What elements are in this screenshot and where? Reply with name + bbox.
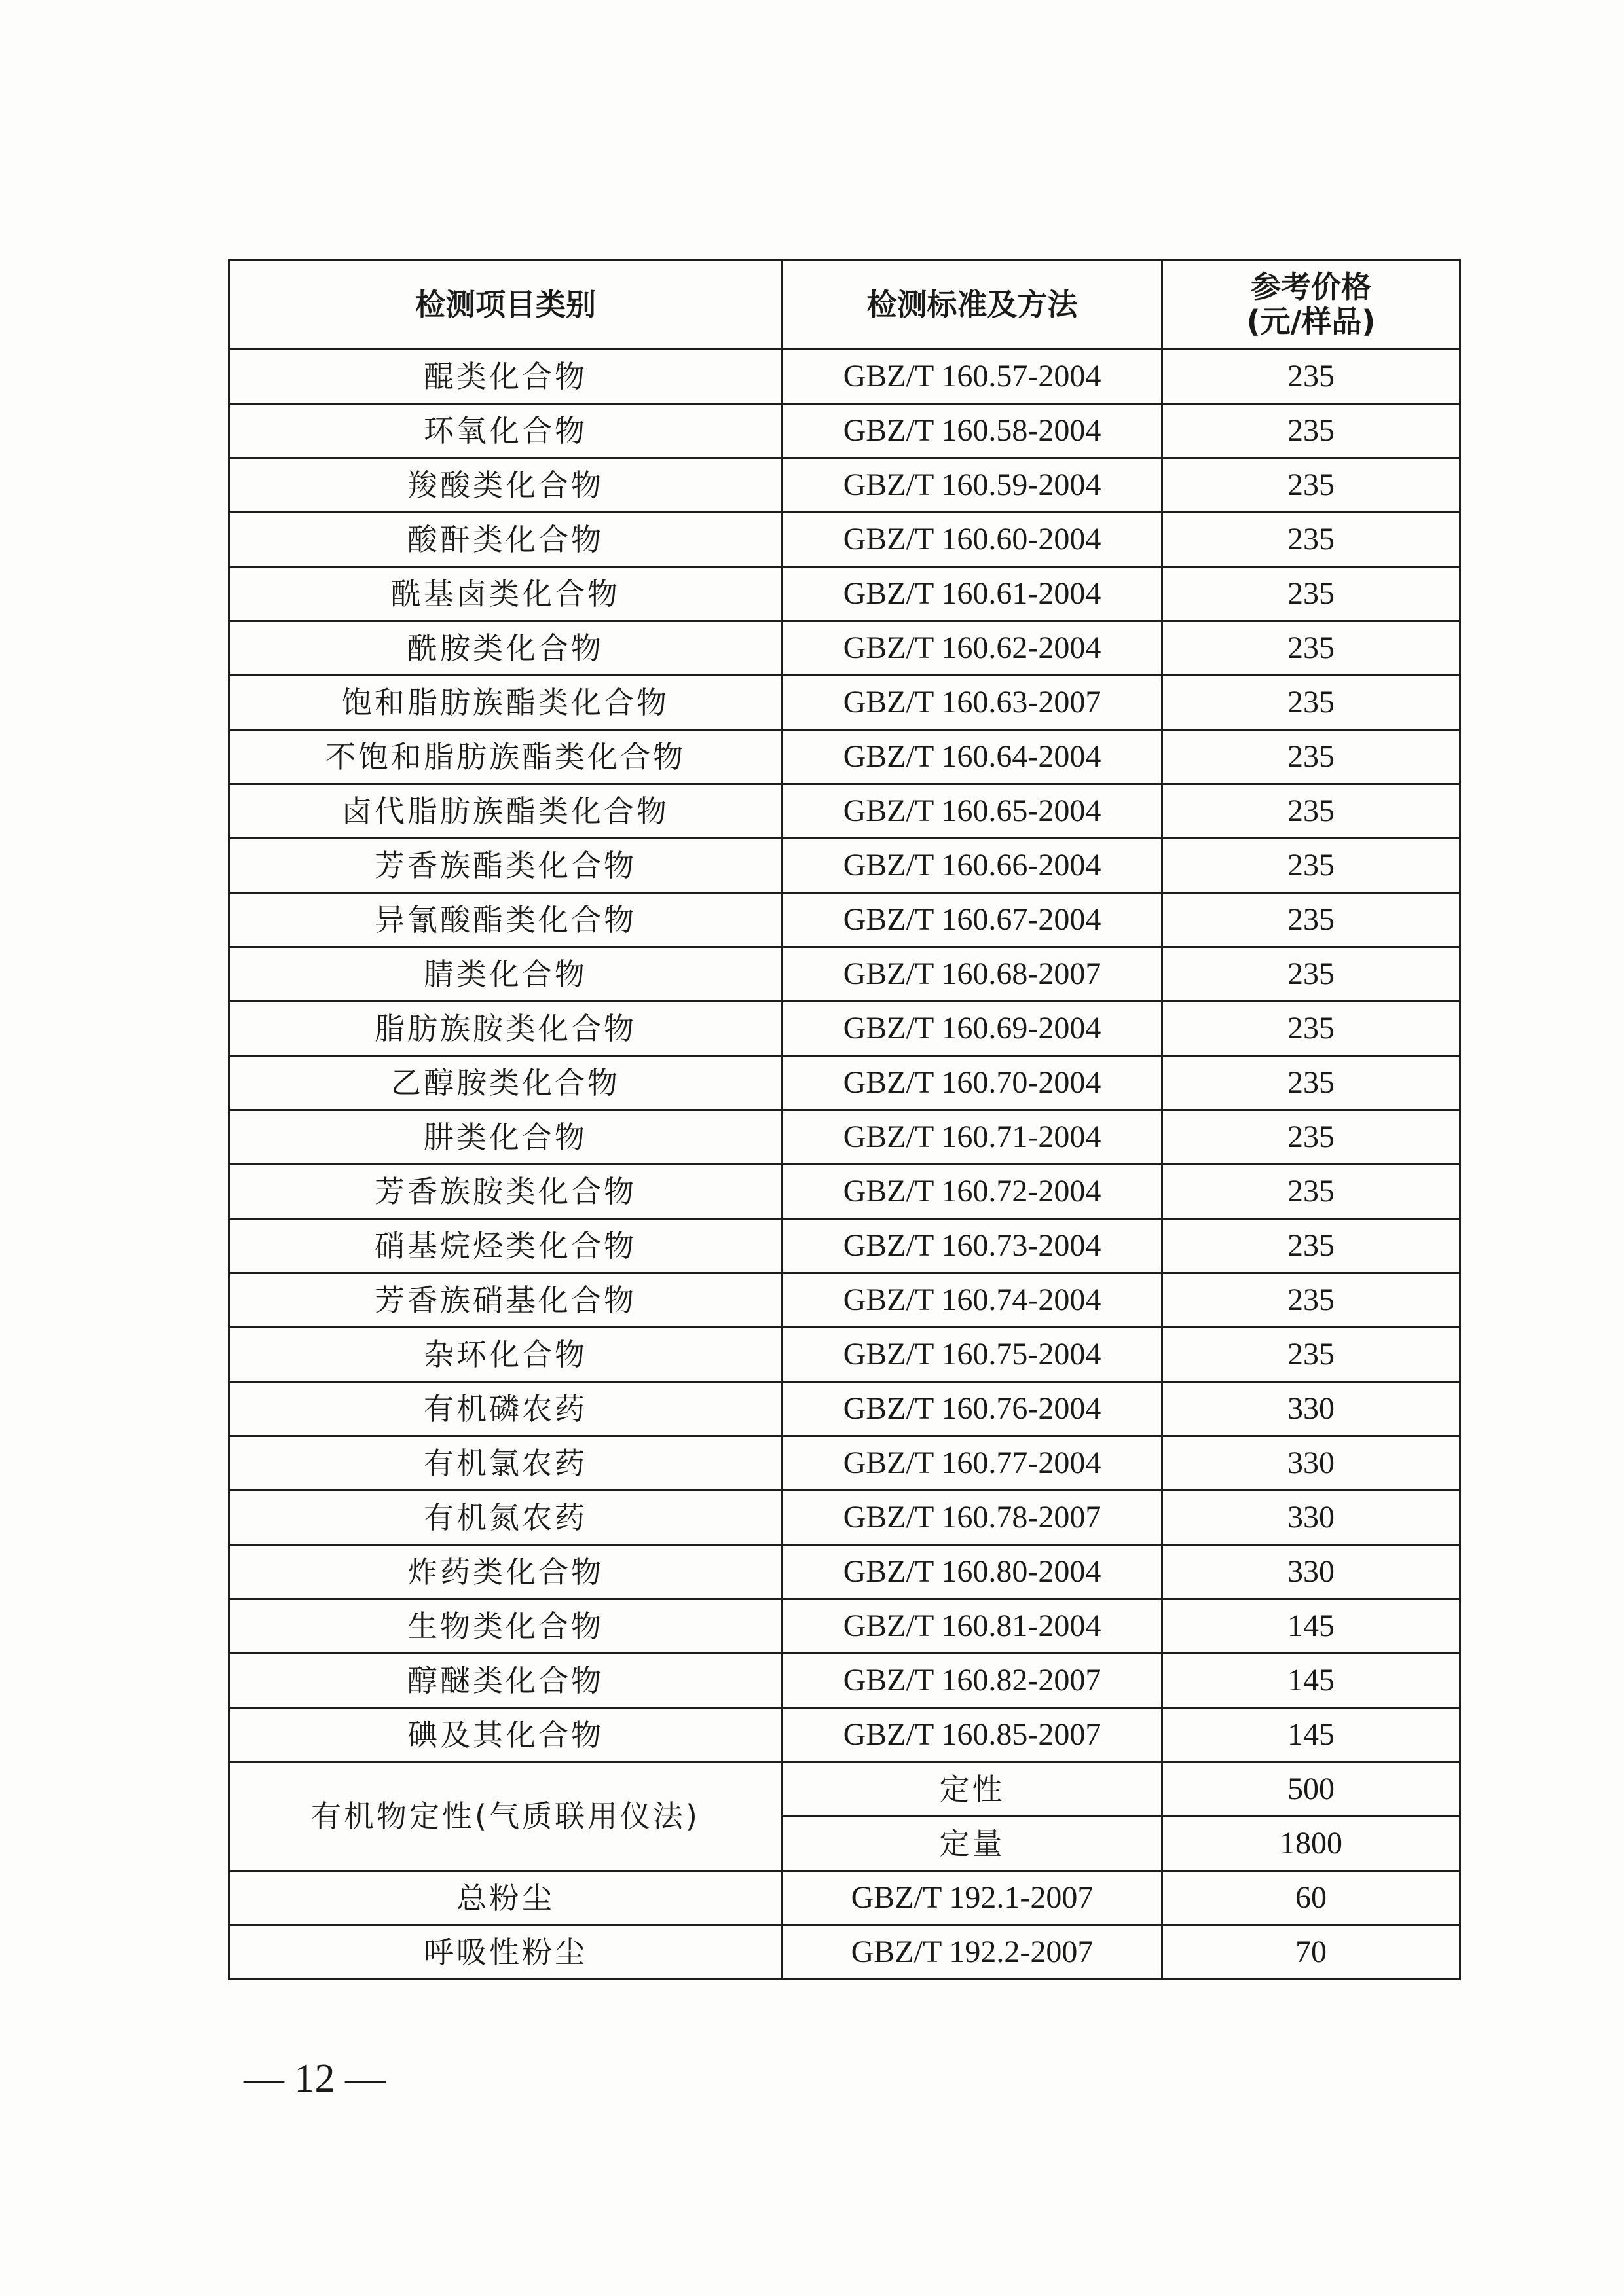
price-table	[228, 259, 1461, 1980]
row-category: 酰基卤类化合物	[229, 567, 783, 621]
row-category: 不饱和脂肪族酯类化合物	[229, 730, 783, 784]
table-row	[229, 1110, 1460, 1165]
organic-qualitative-price: 500	[1162, 1762, 1460, 1817]
table-row	[229, 1925, 1460, 1980]
row-category: 羧酸类化合物	[229, 458, 783, 513]
organic-quantitative-price: 1800	[1162, 1817, 1460, 1871]
row-category: 芳香族硝基化合物	[229, 1273, 783, 1328]
row-method: GBZ/T 160.80-2004	[783, 1545, 1162, 1599]
row-category: 乙醇胺类化合物	[229, 1056, 783, 1110]
row-method: GBZ/T 160.77-2004	[783, 1436, 1162, 1491]
row-category: 醌类化合物	[229, 350, 783, 404]
row-method: GBZ/T 160.71-2004	[783, 1110, 1162, 1165]
row-method: GBZ/T 160.67-2004	[783, 893, 1162, 947]
table-row	[229, 350, 1460, 404]
row-category: 酰胺类化合物	[229, 621, 783, 676]
header-price-line2: (元/样品)	[1246, 304, 1376, 339]
table-row	[229, 676, 1460, 730]
row-category: 有机磷农药	[229, 1382, 783, 1436]
row-price: 235	[1162, 513, 1460, 567]
organic-qualitative-row	[229, 1762, 1460, 1817]
row-method: GBZ/T 160.82-2007	[783, 1654, 1162, 1708]
row-price: 235	[1162, 621, 1460, 676]
row-price: 235	[1162, 1165, 1460, 1219]
row-price: 235	[1162, 1002, 1460, 1056]
table-row	[229, 947, 1460, 1002]
table-row	[229, 621, 1460, 676]
row-method: GBZ/T 160.57-2004	[783, 350, 1162, 404]
row-method: GBZ/T 192.2-2007	[783, 1925, 1162, 1980]
table-row	[229, 1273, 1460, 1328]
row-method: GBZ/T 160.68-2007	[783, 947, 1162, 1002]
row-price: 235	[1162, 893, 1460, 947]
row-category: 卤代脂肪族酯类化合物	[229, 784, 783, 839]
row-price: 330	[1162, 1436, 1460, 1491]
row-price: 235	[1162, 1056, 1460, 1110]
row-method: GBZ/T 160.59-2004	[783, 458, 1162, 513]
header-method: 检测标准及方法	[783, 260, 1162, 350]
organic-quantitative-method: 定量	[783, 1817, 1162, 1871]
row-category: 芳香族胺类化合物	[229, 1165, 783, 1219]
row-price: 235	[1162, 784, 1460, 839]
table-row	[229, 1654, 1460, 1708]
row-category: 脂肪族胺类化合物	[229, 1002, 783, 1056]
header-category: 检测项目类别	[229, 260, 783, 350]
table-row	[229, 730, 1460, 784]
row-method: GBZ/T 160.61-2004	[783, 567, 1162, 621]
row-category: 总粉尘	[229, 1871, 783, 1925]
row-method: GBZ/T 160.72-2004	[783, 1165, 1162, 1219]
header-price-line1: 参考价格	[1251, 269, 1371, 305]
row-method: GBZ/T 160.74-2004	[783, 1273, 1162, 1328]
row-price: 235	[1162, 350, 1460, 404]
row-price: 145	[1162, 1599, 1460, 1654]
table-row	[229, 1491, 1460, 1545]
row-price: 235	[1162, 676, 1460, 730]
table-row	[229, 1871, 1460, 1925]
table-row	[229, 1382, 1460, 1436]
row-method: GBZ/T 160.63-2007	[783, 676, 1162, 730]
row-category: 碘及其化合物	[229, 1708, 783, 1762]
table-row	[229, 567, 1460, 621]
table-row	[229, 1545, 1460, 1599]
row-method: GBZ/T 192.1-2007	[783, 1871, 1162, 1925]
row-price: 235	[1162, 947, 1460, 1002]
row-price: 235	[1162, 1219, 1460, 1273]
row-price: 235	[1162, 839, 1460, 893]
organic-qualitative-method: 定性	[783, 1762, 1162, 1817]
row-category: 芳香族酯类化合物	[229, 839, 783, 893]
row-method: GBZ/T 160.78-2007	[783, 1491, 1162, 1545]
row-method: GBZ/T 160.85-2007	[783, 1708, 1162, 1762]
table-row	[229, 1436, 1460, 1491]
row-category: 异氰酸酯类化合物	[229, 893, 783, 947]
table-row	[229, 1002, 1460, 1056]
row-category: 醇醚类化合物	[229, 1654, 783, 1708]
table-row	[229, 1328, 1460, 1382]
row-category: 杂环化合物	[229, 1328, 783, 1382]
table-row	[229, 1219, 1460, 1273]
table-body	[229, 350, 1460, 1980]
row-method: GBZ/T 160.75-2004	[783, 1328, 1162, 1382]
organic-category-cell: 有机物定性(气质联用仪法)	[229, 1762, 783, 1871]
row-method: GBZ/T 160.70-2004	[783, 1056, 1162, 1110]
row-method: GBZ/T 160.69-2004	[783, 1002, 1162, 1056]
table-row	[229, 458, 1460, 513]
row-category: 呼吸性粉尘	[229, 1925, 783, 1980]
row-category: 环氧化合物	[229, 404, 783, 458]
row-price: 235	[1162, 1273, 1460, 1328]
row-price: 235	[1162, 458, 1460, 513]
row-category: 硝基烷烃类化合物	[229, 1219, 783, 1273]
row-price: 235	[1162, 404, 1460, 458]
table-row	[229, 1165, 1460, 1219]
row-category: 肼类化合物	[229, 1110, 783, 1165]
row-method: GBZ/T 160.76-2004	[783, 1382, 1162, 1436]
table-row	[229, 513, 1460, 567]
row-price: 235	[1162, 730, 1460, 784]
row-price: 70	[1162, 1925, 1460, 1980]
header-row	[229, 260, 1460, 350]
row-method: GBZ/T 160.62-2004	[783, 621, 1162, 676]
row-price: 235	[1162, 567, 1460, 621]
row-price: 235	[1162, 1328, 1460, 1382]
row-price: 330	[1162, 1491, 1460, 1545]
table-row	[229, 784, 1460, 839]
table-header	[229, 260, 1460, 350]
table-row	[229, 839, 1460, 893]
row-method: GBZ/T 160.64-2004	[783, 730, 1162, 784]
row-price: 330	[1162, 1382, 1460, 1436]
row-price: 235	[1162, 1110, 1460, 1165]
row-category: 有机氮农药	[229, 1491, 783, 1545]
header-price	[1162, 260, 1460, 350]
table-row	[229, 1708, 1460, 1762]
row-category: 炸药类化合物	[229, 1545, 783, 1599]
row-category: 酸酐类化合物	[229, 513, 783, 567]
table-row	[229, 1599, 1460, 1654]
row-method: GBZ/T 160.81-2004	[783, 1599, 1162, 1654]
row-method: GBZ/T 160.66-2004	[783, 839, 1162, 893]
row-price: 145	[1162, 1708, 1460, 1762]
table-row	[229, 1056, 1460, 1110]
row-category: 生物类化合物	[229, 1599, 783, 1654]
row-method: GBZ/T 160.73-2004	[783, 1219, 1162, 1273]
table-row	[229, 893, 1460, 947]
row-method: GBZ/T 160.58-2004	[783, 404, 1162, 458]
row-category: 有机氯农药	[229, 1436, 783, 1491]
row-method: GBZ/T 160.60-2004	[783, 513, 1162, 567]
row-category: 腈类化合物	[229, 947, 783, 1002]
row-price: 330	[1162, 1545, 1460, 1599]
row-method: GBZ/T 160.65-2004	[783, 784, 1162, 839]
page-number: — 12 —	[244, 2056, 386, 2101]
row-category: 饱和脂肪族酯类化合物	[229, 676, 783, 730]
row-price: 145	[1162, 1654, 1460, 1708]
row-price: 60	[1162, 1871, 1460, 1925]
table-row	[229, 404, 1460, 458]
